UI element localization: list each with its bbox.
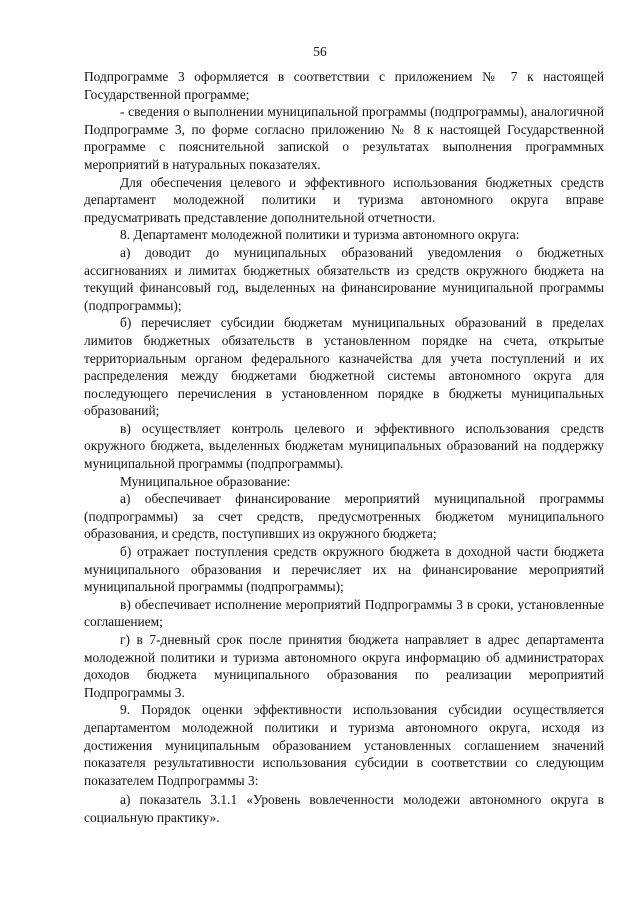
page-number: 56 [313, 44, 327, 59]
paragraph-municipality-b: б) отражает поступления средств окружного бюджета в доходной части бюджета муниципального образования и перечисляет их на финансирование мероприятий муниципальной программы (подпрограммы); [84, 544, 604, 595]
paragraph-municipality-a: а) обеспечивает финансирование мероприятий муниципальной программы (подпрограммы) за счет средств, предусмотренных бюджетом муниципального образования, и средств, поступивших из окружного бюджета; [84, 491, 604, 542]
paragraph-report-info: - сведения о выполнении муниципальной программы (подпрограммы), аналогичной Подпрограмме 3, по форме согласно приложению № 8 к настоящей Государственной программе с пояснительной запиской о результатах выполнения программных мероприятий в натуральных показателях. [84, 104, 604, 172]
paragraph-clause-9: 9. Порядок оценки эффективности использования субсидии осуществляется департаментом молодежной политики и туризма автономного округа, исходя из достижения муниципальным образованием установленных соглашением значений показателя результативности использования субсидии в соответствии со следующим показателем Подпрограммы 3: [84, 702, 604, 788]
paragraph-clause-8v: в) осуществляет контроль целевого и эффективного использования средств окружного бюджета, выделенных бюджетам муниципальных образований на поддержку муниципальной программы (подпрограммы). [84, 420, 604, 472]
paragraph-clause-8a: а) доводит до муниципальных образований уведомления о бюджетных ассигнованиях и лимитах бюджетных обязательств из средств окружного бюджета на текущий финансовый год, выделенных на финансирование муниципальной программы (подпрограммы); [84, 244, 604, 313]
paragraph-indicator-3-1-1: а) показатель 3.1.1 «Уровень вовлеченности молодежи автономного округа в социальную практику». [84, 792, 604, 825]
paragraph-municipality-heading: Муниципальное образование: [120, 473, 291, 489]
paragraph-municipality-g: г) в 7-дневный срок после принятия бюджета направляет в адрес департамента молодежной политики и туризма автономного округа информацию об администраторах доходов бюджета муниципального образования по реализации мероприятий Подпрограммы 3. [84, 632, 604, 700]
paragraph-clause-8b: б) перечисляет субсидии бюджетам муниципальных образований в пределах лимитов бюджетных обязательств в установленном порядке на счета, открытые территориальным органом федерального казначейства для учета поступлений и их распределения между бюджетами бюджетной системы автономного округа для последующего перечисления в установленном порядке в бюджеты муниципальных образований; [84, 315, 604, 419]
paragraph-continuation: Подпрограмме 3 оформляется в соответствии с приложением № 7 к настоящей Государственной программе; [84, 69, 604, 102]
paragraph-municipality-v: в) обеспечивает исполнение мероприятий Подпрограммы 3 в сроки, установленные соглашением; [84, 596, 604, 630]
paragraph-additional-reporting: Для обеспечения целевого и эффективного использования бюджетных средств департамент молодежной политики и туризма автономного округа вправе предусматривать представление дополнительной отчетности. [84, 174, 604, 225]
document-body [84, 68, 604, 827]
paragraph-clause-8: 8. Департамент молодежной политики и туризма автономного округа: [120, 227, 520, 243]
